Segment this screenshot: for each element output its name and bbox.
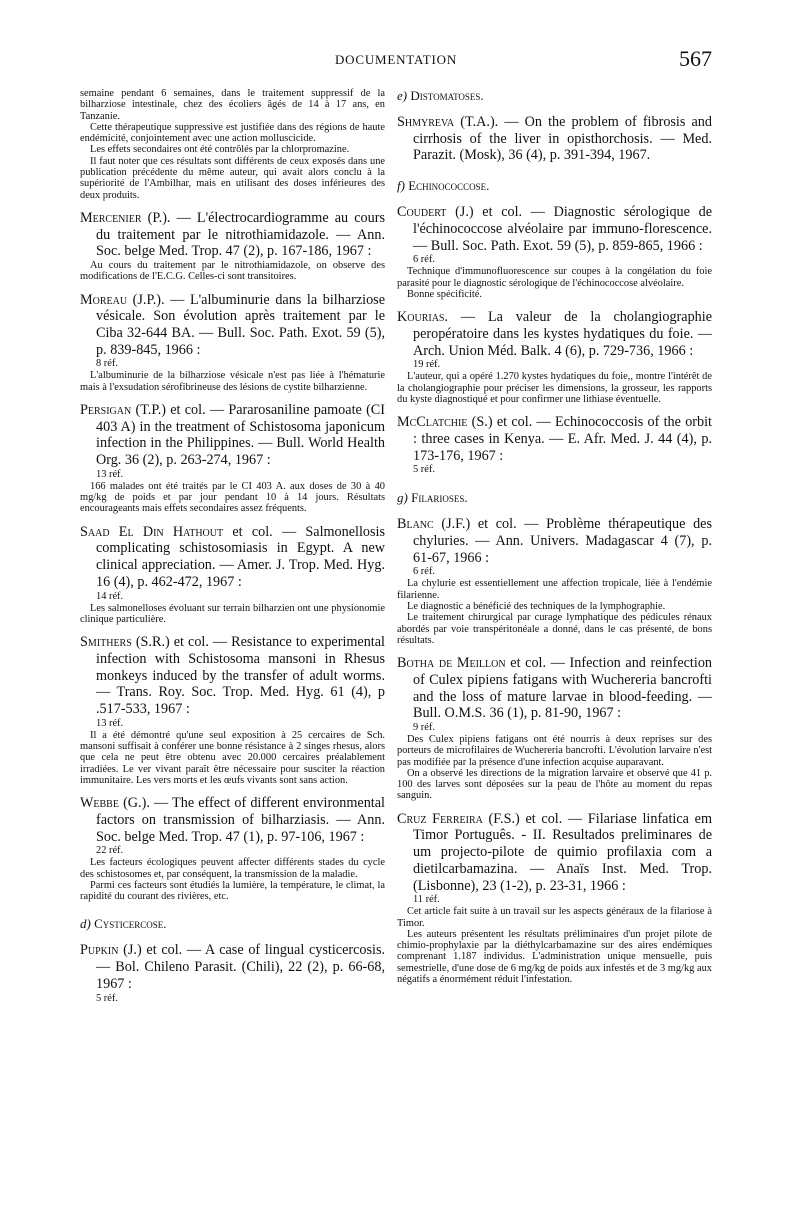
entry-author: Cruz Ferreira (F.S.) xyxy=(397,810,520,827)
entry-summary: Les salmonelloses évoluant sur terrain bilharzien ont une physionomie clinique particulière. xyxy=(80,602,385,625)
entry-author: Saad El Din Hathout xyxy=(80,523,224,540)
entry-author: Coudert (J.) xyxy=(397,204,474,221)
entry-citation: et col. — Resistance to experimental infection with Schistosoma mansoni in Rhesus monkeys induced by the transfer of adult worms. — Trans. Roy. Soc. Trop. Med. Hyg. 61 (4), p .517-533, 1967 : xyxy=(96,634,385,717)
section-title: Filarioses. xyxy=(411,490,468,506)
entry-summary: L'auteur, qui a opéré 1.270 kystes hydatiques du foie,, montre l'intérêt de la cholangiographie pour préciser les dimensions, la grosseur, les rapports du kyste diagnostiqué et pour confirmer une lithiase éventuelle. xyxy=(397,371,712,405)
entry-summary: Cet article fait suite à un travail sur les aspects généraux de la filariose à Timor. xyxy=(397,906,712,929)
reference-count: 9 réf. xyxy=(413,721,435,733)
entry-summary: L'albuminurie de la bilharziose vésicale n'est pas liée à l'hématurie mais à l'exsudation sérofibrineuse des lésions de cystite bilharzienne. xyxy=(80,370,385,393)
entry-citation: et col. — Problème thérapeutique des chyluries. — Ann. Univers. Madagascar 4 (7), p. 61-67, 1966 : xyxy=(413,516,712,566)
bibliography-entry xyxy=(80,292,385,393)
reference-count: 19 réf. xyxy=(413,359,441,371)
continued-text: Les effets secondaires ont été contrôlés par la chlorpromazine. xyxy=(90,144,350,156)
entry-author: Moreau (J.P.). xyxy=(80,291,165,308)
entry-summary: Le diagnostic a bénéficié des techniques de la lymphographie. xyxy=(407,600,666,612)
entry-summary: Les auteurs présentent les résultats préliminaires d'un projet pilote de chimio-prophylaxie par la diéthylcarbamazine sur des aires endémiques comprenant 1.187 individus. L'administration unique mensuelle, puis semestrielle, d'une dose de 6 mg/kg de poids aux infestés et de 3 mg/kg aux négatifs a énormément réduit l'infestation. xyxy=(397,928,712,985)
section-heading xyxy=(397,490,712,506)
section-title: Distomatoses. xyxy=(410,88,484,103)
continued-text: Cette thérapeutique suppressive est justifiée dans des régions de haute endémicité, conjointement avec une action molluscicide. xyxy=(80,121,385,145)
bibliography-entry xyxy=(80,634,385,786)
entry-author: McClatchie (S.) xyxy=(397,414,493,431)
entry-summary: Parmi ces facteurs sont étudiés la lumière, la température, le climat, la rapidité du courant des rivières, etc. xyxy=(80,879,385,903)
entry-citation: et col. — Salmonellosis complicating schistosomiasis in Egypt. A new clinical appreciation. — Amer. J. Trop. Med. Hyg. 16 (4), p. 462-472, 1967 : xyxy=(96,523,385,590)
entry-summary: Il a été démontré qu'une seul exposition à 25 cercaires de Sch. mansoni suffisait à conférer une bonne résistance à 2 singes rhesus, alors que cela ne peut être obtenu avec 20.000 cercaires préalablement irradiées. Le ver vivant paraît être nécessaire pour susciter la réaction immunitaire. Les vers morts et les œufs vivants sont sans action. xyxy=(80,729,385,786)
entry-summary: Bonne spécificité. xyxy=(407,288,483,300)
entry-citation: — La valeur de la cholangiographie peropératoire dans les kystes hydatiques du foie. — Arch. Union Méd. Balk. 4 (6), p. 729-736, 1966 : xyxy=(413,309,712,359)
citation xyxy=(397,414,712,464)
entry-author: Kourias. xyxy=(397,309,449,326)
entry-summary: Les facteurs écologiques peuvent affecter différents stades du cycle des schistosomes et, par conséquent, la transmission de la maladie. xyxy=(80,857,385,880)
entry-author: Smithers (S.R.) xyxy=(80,634,170,651)
entry-citation: — L'albuminurie dans la bilharziose vésicale. Son évolution après traitement par le Ciba 32-644 BA. — Bull. Soc. Path. Exot. 59 (5), p. 839-845, 1966 : xyxy=(96,291,385,358)
citation xyxy=(80,292,385,359)
section-title: Echinococcose. xyxy=(408,178,490,194)
citation xyxy=(80,524,385,591)
entry-citation: — On the problem of fibrosis and cirrhosis of the liver in opisthorchosis. — Med. Parazit. (Mosk), 36 (4), p. 391-394, 1967. xyxy=(413,114,712,164)
bibliography-entry xyxy=(397,204,712,300)
section-letter: e) xyxy=(397,88,408,103)
citation xyxy=(397,655,712,722)
section-letter: d) xyxy=(80,916,91,932)
bibliography-entry xyxy=(397,516,712,646)
entry-author: Botha de Meillon xyxy=(397,655,506,672)
section-title: Cysticercose. xyxy=(94,916,167,932)
section-heading xyxy=(80,916,385,932)
reference-count: 13 réf. xyxy=(96,468,124,480)
continued-text: semaine pendant 6 semaines, dans le traitement suppressif de la bilharziose intestinale, chez des écoliers âgés de 14 à 17 ans, en Tanzanie. xyxy=(80,88,385,122)
entry-summary: Technique d'immunofluorescence sur coupes à la congélation du foie parasité pour le diagnostic sérologique de l'échinococcose alvéolaire. xyxy=(397,266,712,289)
entry-citation: et col. — Diagnostic sérologique de l'échinococcose alvéolaire par immuno-florescence. — Bull. Soc. Path. Exot. 59 (5), p. 859-865, 1966 : xyxy=(413,204,712,254)
reference-count: 13 réf. xyxy=(96,717,124,729)
reference-count: 6 réf. xyxy=(413,254,435,266)
citation xyxy=(80,402,385,469)
entry-citation: — L'électrocardiogramme au cours du traitement par le nitrothiamidazole. — Ann. Soc. belge Med. Trop. 47 (2), p. 167-186, 1967 : xyxy=(96,209,385,260)
entry-summary: Le traitement chirurgical par curage lymphatique des pédicules rénaux abordés par voie transpéritonéale a donné, dans le cas présenté, de bons résultats. xyxy=(397,612,712,646)
entry-summary: On a observé les directions de la migration larvaire et observé que 41 p. 100 des larves sont déposées sur la peau de l'hôte au moment du repas sanguin. xyxy=(397,767,712,802)
bibliography-entry xyxy=(80,795,385,902)
entry-author: Mercenier (P.). xyxy=(80,209,171,226)
citation xyxy=(397,516,712,566)
entry-summary: Au cours du traitement par le nitrothiamidazole, on observe des modifications de l'E.C.G. Celles-ci sont transitoires. xyxy=(80,260,385,283)
bibliography-entry xyxy=(397,811,712,986)
entry-citation: et col. — Echinococcosis of the orbit : three cases in Kenya. — E. Afr. Med. J. 44 (4), p. 173-176, 1967 : xyxy=(413,414,712,464)
reference-count: 8 réf. xyxy=(96,358,118,370)
entry-summary: La chylurie est essentiellement une affection tropicale, liée à l'endémie filarienne. xyxy=(397,578,712,601)
entry-citation: et col. — Pararosaniline pamoate (CI 403 A) in the treatment of Schistosoma japonicum infection in the Philippines. — Bull. World Health Org. 36 (2), p. 263-274, 1967 : xyxy=(96,402,385,469)
page-header xyxy=(80,46,712,72)
citation xyxy=(397,309,712,359)
running-title: DOCUMENTATION xyxy=(334,52,458,67)
citation xyxy=(397,811,712,895)
citation xyxy=(80,634,385,718)
entry-citation: et col. — Infection and reinfection of Culex pipiens fatigans with Wuchereria bancrofti and the loss of mature larvae in blood-feeding. — Bull. O.M.S. 36 (1), p. 81-90, 1967 : xyxy=(413,655,713,722)
bibliography-entry xyxy=(80,210,385,283)
entry-author: Pupkin (J.) xyxy=(80,942,142,959)
entry-citation: et col. — A case of lingual cysticercosis. — Bol. Chileno Parasit. (Chili), 22 (2), p. 66-68, 1967 : xyxy=(96,942,386,992)
bibliography-entry xyxy=(397,414,712,476)
reference-count: 14 réf. xyxy=(96,590,124,602)
entry-citation: et col. — Filariase linfatica em Timor Português. - II. Resultados preliminares de um projecto-pilote de quimio profilaxia com a dietilcarbamazina. — Anaïs Inst. Med. Trop. (Lisbonne), 23 (1-2), p. 23-31, 1966 : xyxy=(413,810,712,894)
section-heading xyxy=(397,178,712,194)
section-letter: f) xyxy=(397,178,405,194)
left-column xyxy=(80,88,385,1005)
bibliography-entry xyxy=(80,524,385,625)
bibliography-entry xyxy=(80,402,385,515)
entry-author: Persigan (T.P.) xyxy=(80,402,166,419)
citation xyxy=(80,942,385,992)
citation xyxy=(397,204,712,254)
reference-count: 22 réf. xyxy=(96,845,124,857)
reference-count: 5 réf. xyxy=(413,464,435,476)
entry-author: Webbe (G.). xyxy=(80,795,150,812)
reference-count: 5 réf. xyxy=(96,992,118,1004)
citation xyxy=(397,114,712,164)
bibliography-entry xyxy=(80,942,385,1004)
reference-count: 11 réf. xyxy=(413,894,440,906)
entry-author: Shmyreva (T.A.). xyxy=(397,114,499,130)
section-heading xyxy=(397,88,712,104)
entry-author: Blanc (J.F.) xyxy=(397,516,471,533)
entry-citation: — The effect of different environmental factors on transmission of bilharziasis. — Ann. Soc. belge Med. Trop. 47 (1), p. 97-106, 1967 : xyxy=(96,795,385,845)
bibliography-entry xyxy=(397,114,712,164)
entry-summary: Des Culex pipiens fatigans ont été nourris à deux reprises sur des porteurs de microfilaires de Wuchereria bancrofti. L'évolution larvaire n'est pas modifiée par la présence d'une infection acquise auparavant. xyxy=(397,733,712,768)
entry-summary: 166 malades ont été traités par le CI 403 A. aux doses de 30 à 40 mg/kg de poids et par jour pendant 10 à 14 jours. Résultats encourageants mais effets secondaires assez fréquents. xyxy=(80,480,385,515)
page-number: 567 xyxy=(679,46,712,71)
citation xyxy=(80,795,385,845)
citation xyxy=(80,210,385,260)
bibliography-entry xyxy=(397,309,712,405)
bibliography-entry xyxy=(397,655,712,802)
right-column xyxy=(397,88,712,985)
continued-text: Il faut noter que ces résultats sont différents de ceux exposés dans une publication précédente du même auteur, qui avait alors conclu à la supériorité de l'Ambilhar, mais en utilisant des doses inférieures des deux produits. xyxy=(80,155,385,201)
reference-count: 6 réf. xyxy=(413,566,435,578)
section-letter: g) xyxy=(397,490,408,506)
